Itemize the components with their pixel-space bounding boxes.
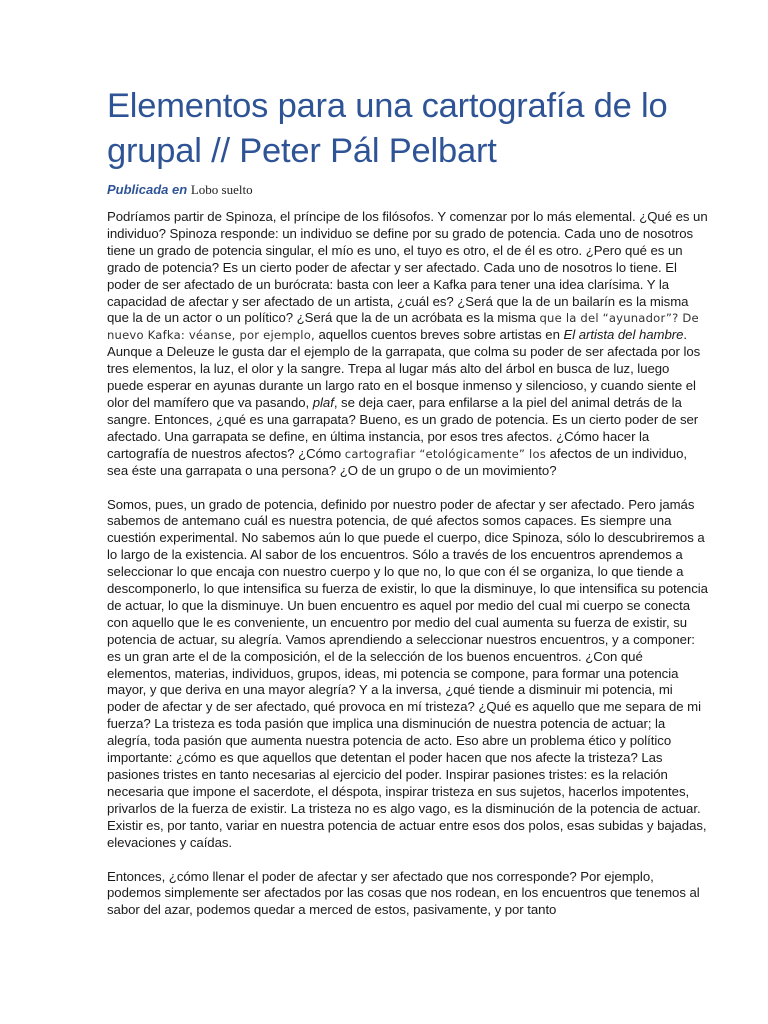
text-run-alt-font: cartografiar “etológicamente” los xyxy=(344,446,546,461)
text-run: . Aunque a Deleuze le gusta dar el ejemplo de la garrapata, que colma su poder de ser afectada por los tres elementos, la luz, el olor y la sangre. Trepa al lugar más alto del árbol en busca de luz, luego puede esperar en ayunas durante un largo rato en el bosque inmenso y silencioso, y cuando siente el olor del mamífero que va pasando, xyxy=(107,327,701,410)
publication-source xyxy=(107,181,708,199)
paragraph-2: Somos, pues, un grado de potencia, definido por nuestro poder de afectar y ser afectado. Pero jamás sabemos de antemano cuál es nuestra potencia, de qué afectos somos capaces. Es siempre una cuestión experimental. No sabemos aún lo que puede el cuerpo, dice Spinoza, sólo lo descubriremos a lo largo de la existencia. Al sabor de los encuentros. Sólo a través de los encuentros aprendemos a seleccionar lo que encaja con nuestro cuerpo y lo que no, lo que con él se organiza, lo que tiende a descomponerlo, lo que intensifica su fuerza de existir, lo que la disminuye, lo que intensifica su potencia de actuar, lo que la disminuye. Un buen encuentro es aquel por medio del cual mi cuerpo se conecta con aquello que le es conveniente, un encuentro por medio del cual aumenta su fuerza de existir, su potencia de actuar, su alegría. Vamos aprendiendo a seleccionar nuestros encuentros, y a componer: es un gran arte el de la composición, el de la selección de los buenos encuentros. ¿Con qué elementos, materias, individuos, grupos, ideas, mi potencia se compone, para formar una potencia mayor, y que deriva en una mayor alegría? Y a la inversa, ¿qué tiende a disminuir mi potencia, mi poder de afectar y de ser afectado, qué provoca en mí tristeza? ¿Qué es aquello que me separa de mi fuerza? La tristeza es toda pasión que implica una disminución de nuestra potencia de actuar; la alegría, toda pasión que aumenta nuestra potencia de acto. Eso abre un problema ético y político importante: ¿cómo es que aquellos que detentan el poder hacen que nos afecte la tristeza? Las pasiones tristes en tanto necesarias al ejercicio del poder. Inspirar pasiones tristes: es la relación necesaria que impone el sacerdote, el déspota, inspirar tristeza en sus sujetos, hacerlos impotentes, privarlos de la fuerza de existir. La tristeza no es algo vago, es la disminución de la potencia de actuar. Existir es, por tanto, variar en nuestra potencia de actuar entre esos dos polos, esas subidas y bajadas, elevaciones y caídas. xyxy=(107,496,708,850)
text-run: Podríamos partir de Spinoza, el príncipe de los filósofos. Y comenzar por lo más elemental. ¿Qué es un individuo? Spinoza responde: un individuo se define por su grado de potencia. Cada uno de nosotros tiene un grado de potencia singular, el mío es uno, el tuyo es otro, el de él es otro. ¿Pero qué es un grado de potencia? Es un cierto poder de afectar y ser afectado. Cada uno de nosotros lo tiene. El poder de ser afectado de un burócrata: basta con leer a Kafka para tener una idea clarísima. Y la capacidad de afectar y ser afectado de un artista, ¿cuál es? ¿Será que la de un bailarín es la misma que la de un actor o un político? ¿Será que la de un acróbata es la misma xyxy=(107,209,708,326)
italic-word: plaf xyxy=(312,394,334,410)
article-title: Elementos para una cartografía de lo grupal // Peter Pál Pelbart xyxy=(107,87,668,170)
text-run: afectos de un individuo, sea éste una garrapata o una persona? ¿O de un grupo o de un movimiento? xyxy=(107,445,687,478)
text-run-alt-font: que la del “ayunador”? De nuevo Kafka: véanse, por ejemplo, xyxy=(107,311,699,343)
paragraph-3: Entonces, ¿cómo llenar el poder de afectar y ser afectado que nos corresponde? Por ejemplo, podemos simplemente ser afectados por las cosas que nos rodean, en los encuentros que tenemos al sabor del azar, podemos quedar a merced de estos, pasivamente, y por tanto xyxy=(107,868,700,918)
text-run: aquellos cuentos breves sobre artistas en xyxy=(314,327,564,343)
book-title: El artista del hambre xyxy=(563,327,684,343)
text-run: , se deja caer, para enfilarse a la piel del animal detrás de la sangre. Entonces, ¿qué es una garrapata? Bueno, es un grado de potencia. Es un cierto poder de ser afectado. Una garrapata se define, en última instancia, por esos tres afectos. ¿Cómo hacer la cartografía de nuestros afectos? ¿Cómo xyxy=(107,394,699,461)
source-label: Publicada en xyxy=(107,182,188,197)
paragraph-1 xyxy=(107,209,708,480)
source-name: Lobo suelto xyxy=(190,182,253,197)
